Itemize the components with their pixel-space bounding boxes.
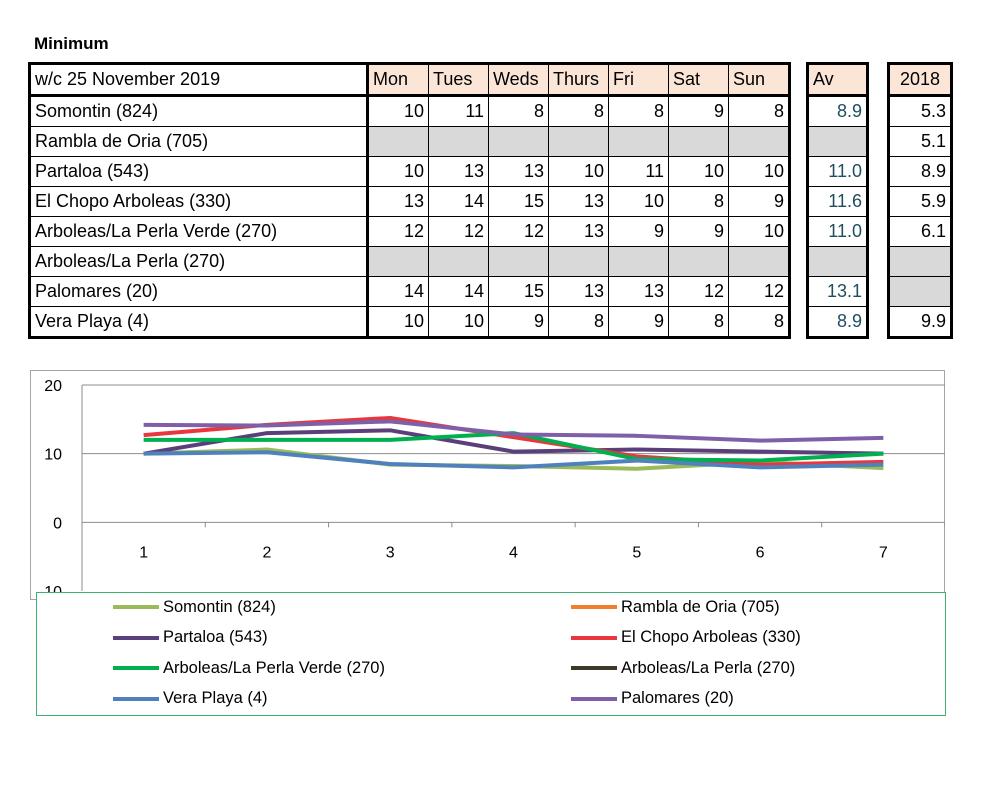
average-row: [808, 247, 868, 277]
average-value: 11.6: [808, 187, 868, 217]
legend-swatch: [113, 605, 159, 609]
day-value: 8: [609, 96, 669, 127]
chart-legend: [36, 592, 946, 716]
average-value: 13.1: [808, 277, 868, 307]
table-row: [30, 277, 790, 307]
day-value: 12: [729, 277, 790, 307]
day-value: 9: [609, 217, 669, 247]
year-2018-value: 5.1: [889, 127, 952, 157]
year-2018-header: 2018: [889, 64, 952, 96]
day-value: 10: [609, 187, 669, 217]
day-value: 15: [489, 187, 549, 217]
legend-swatch: [571, 605, 617, 609]
year-2018-value: 9.9: [889, 307, 952, 338]
legend-label: El Chopo Arboleas (330): [621, 628, 801, 646]
line-chart: [30, 370, 945, 600]
table-row: [30, 187, 790, 217]
y-tick-label: 10: [44, 446, 62, 464]
legend-entry: [113, 688, 268, 710]
average-table: [806, 62, 869, 339]
legend-label: Arboleas/La Perla (270): [621, 658, 796, 677]
average-row: [808, 277, 868, 307]
average-value: [808, 127, 868, 157]
day-value: 10: [729, 217, 790, 247]
average-value: 11.0: [808, 217, 868, 247]
year-2018-value: 5.3: [889, 96, 952, 127]
legend-entry: [571, 627, 801, 649]
day-value: 8: [729, 96, 790, 127]
year-2018-value: 6.1: [889, 217, 952, 247]
day-value: 10: [549, 157, 609, 187]
day-value: 13: [429, 157, 489, 187]
data-table: [28, 62, 791, 339]
x-tick-label: 4: [509, 544, 518, 562]
day-value: [729, 247, 790, 277]
day-value: 10: [729, 157, 790, 187]
average-header-row: [808, 64, 868, 96]
day-value: [609, 247, 669, 277]
day-value: [489, 247, 549, 277]
year-2018-row: [889, 187, 952, 217]
average-header: Av: [808, 64, 868, 96]
day-value: 8: [549, 96, 609, 127]
day-header: Sat: [669, 64, 729, 96]
table-row: [30, 307, 790, 338]
year-2018-value: [889, 247, 952, 277]
day-value: [549, 247, 609, 277]
day-value: 11: [429, 96, 489, 127]
legend-swatch: [571, 666, 617, 670]
year-2018-row: [889, 247, 952, 277]
year-2018-value: [889, 277, 952, 307]
day-value: 8: [489, 96, 549, 127]
day-value: 8: [729, 307, 790, 338]
day-value: [669, 127, 729, 157]
year-2018-table: [887, 62, 953, 339]
legend-swatch: [113, 666, 159, 670]
legend-label: Somontin (824): [163, 597, 276, 616]
day-value: 12: [368, 217, 429, 247]
day-value: 10: [429, 307, 489, 338]
legend-entry: [571, 596, 780, 618]
legend-label: Partaloa (543): [163, 628, 268, 646]
day-header: Sun: [729, 64, 790, 96]
day-value: 12: [429, 217, 489, 247]
legend-label: Arboleas/La Perla Verde (270): [163, 658, 385, 677]
average-value: 8.9: [808, 96, 868, 127]
year-2018-row: [889, 307, 952, 338]
year-header-row: [889, 64, 952, 96]
station-name: Partaloa (543): [30, 157, 368, 187]
average-row: [808, 307, 868, 338]
average-row: [808, 127, 868, 157]
year-2018-row: [889, 157, 952, 187]
average-value: [808, 247, 868, 277]
x-tick-label: 6: [755, 544, 765, 562]
day-value: 12: [489, 217, 549, 247]
table-header-row: [30, 64, 790, 96]
legend-swatch: [113, 697, 159, 701]
x-tick-label: 3: [385, 544, 395, 562]
day-value: 13: [549, 187, 609, 217]
day-value: 11: [609, 157, 669, 187]
day-header: Weds: [489, 64, 549, 96]
station-name: Rambla de Oria (705): [30, 127, 368, 157]
average-row: [808, 217, 868, 247]
legend-label: Rambla de Oria (705): [621, 597, 780, 616]
legend-entry: [113, 627, 268, 649]
day-value: 8: [669, 187, 729, 217]
day-value: 10: [669, 157, 729, 187]
table-row: [30, 217, 790, 247]
day-value: 15: [489, 277, 549, 307]
y-tick-label: 0: [53, 515, 62, 533]
day-header: Mon: [368, 64, 429, 96]
legend-label: Vera Playa (4): [163, 689, 268, 707]
station-name: Arboleas/La Perla Verde (270): [30, 217, 368, 247]
chart-frame: [31, 371, 945, 600]
station-name: Somontin (824): [30, 96, 368, 127]
day-value: 9: [669, 217, 729, 247]
day-value: [489, 127, 549, 157]
day-value: [429, 247, 489, 277]
legend-entry: [571, 657, 795, 679]
day-value: 8: [549, 307, 609, 338]
legend-swatch: [113, 636, 159, 640]
day-value: 10: [368, 96, 429, 127]
year-2018-row: [889, 217, 952, 247]
day-value: 13: [489, 157, 549, 187]
legend-entry: [113, 657, 385, 679]
legend-entry: [571, 688, 734, 710]
legend-swatch: [571, 697, 617, 701]
year-2018-row: [889, 127, 952, 157]
average-row: [808, 96, 868, 127]
station-name: Vera Playa (4): [30, 307, 368, 338]
page-title: Minimum: [34, 34, 109, 53]
day-value: 9: [729, 187, 790, 217]
day-value: 13: [549, 217, 609, 247]
x-tick-label: 1: [139, 544, 149, 562]
day-value: [368, 247, 429, 277]
day-value: 13: [368, 187, 429, 217]
legend-label: Palomares (20): [621, 689, 734, 707]
day-value: 14: [368, 277, 429, 307]
day-value: 14: [429, 187, 489, 217]
year-2018-row: [889, 96, 952, 127]
day-value: 10: [368, 157, 429, 187]
legend-swatch: [571, 636, 617, 640]
table-row: [30, 157, 790, 187]
station-name: El Chopo Arboleas (330): [30, 187, 368, 217]
day-value: [549, 127, 609, 157]
day-value: [429, 127, 489, 157]
y-tick-label: 20: [44, 378, 62, 395]
year-2018-value: 8.9: [889, 157, 952, 187]
day-value: 14: [429, 277, 489, 307]
table-row: [30, 96, 790, 127]
day-value: 9: [609, 307, 669, 338]
day-header: Fri: [609, 64, 669, 96]
average-row: [808, 187, 868, 217]
x-tick-label: 5: [632, 544, 642, 562]
average-value: 8.9: [808, 307, 868, 338]
table-row: [30, 247, 790, 277]
week-label: w/c 25 November 2019: [30, 64, 368, 96]
day-value: 12: [669, 277, 729, 307]
day-value: [368, 127, 429, 157]
day-value: 9: [669, 96, 729, 127]
day-value: [669, 247, 729, 277]
year-2018-value: 5.9: [889, 187, 952, 217]
station-name: Arboleas/La Perla (270): [30, 247, 368, 277]
station-name: Palomares (20): [30, 277, 368, 307]
legend-entry: [113, 596, 276, 618]
day-value: 9: [489, 307, 549, 338]
x-tick-label: 7: [878, 544, 888, 562]
day-header: Thurs: [549, 64, 609, 96]
day-value: 13: [549, 277, 609, 307]
day-value: 8: [669, 307, 729, 338]
average-row: [808, 157, 868, 187]
day-header: Tues: [429, 64, 489, 96]
table-row: [30, 127, 790, 157]
x-tick-label: 2: [262, 544, 272, 562]
average-value: 11.0: [808, 157, 868, 187]
day-value: [609, 127, 669, 157]
day-value: [729, 127, 790, 157]
day-value: 13: [609, 277, 669, 307]
day-value: 10: [368, 307, 429, 338]
year-2018-row: [889, 277, 952, 307]
